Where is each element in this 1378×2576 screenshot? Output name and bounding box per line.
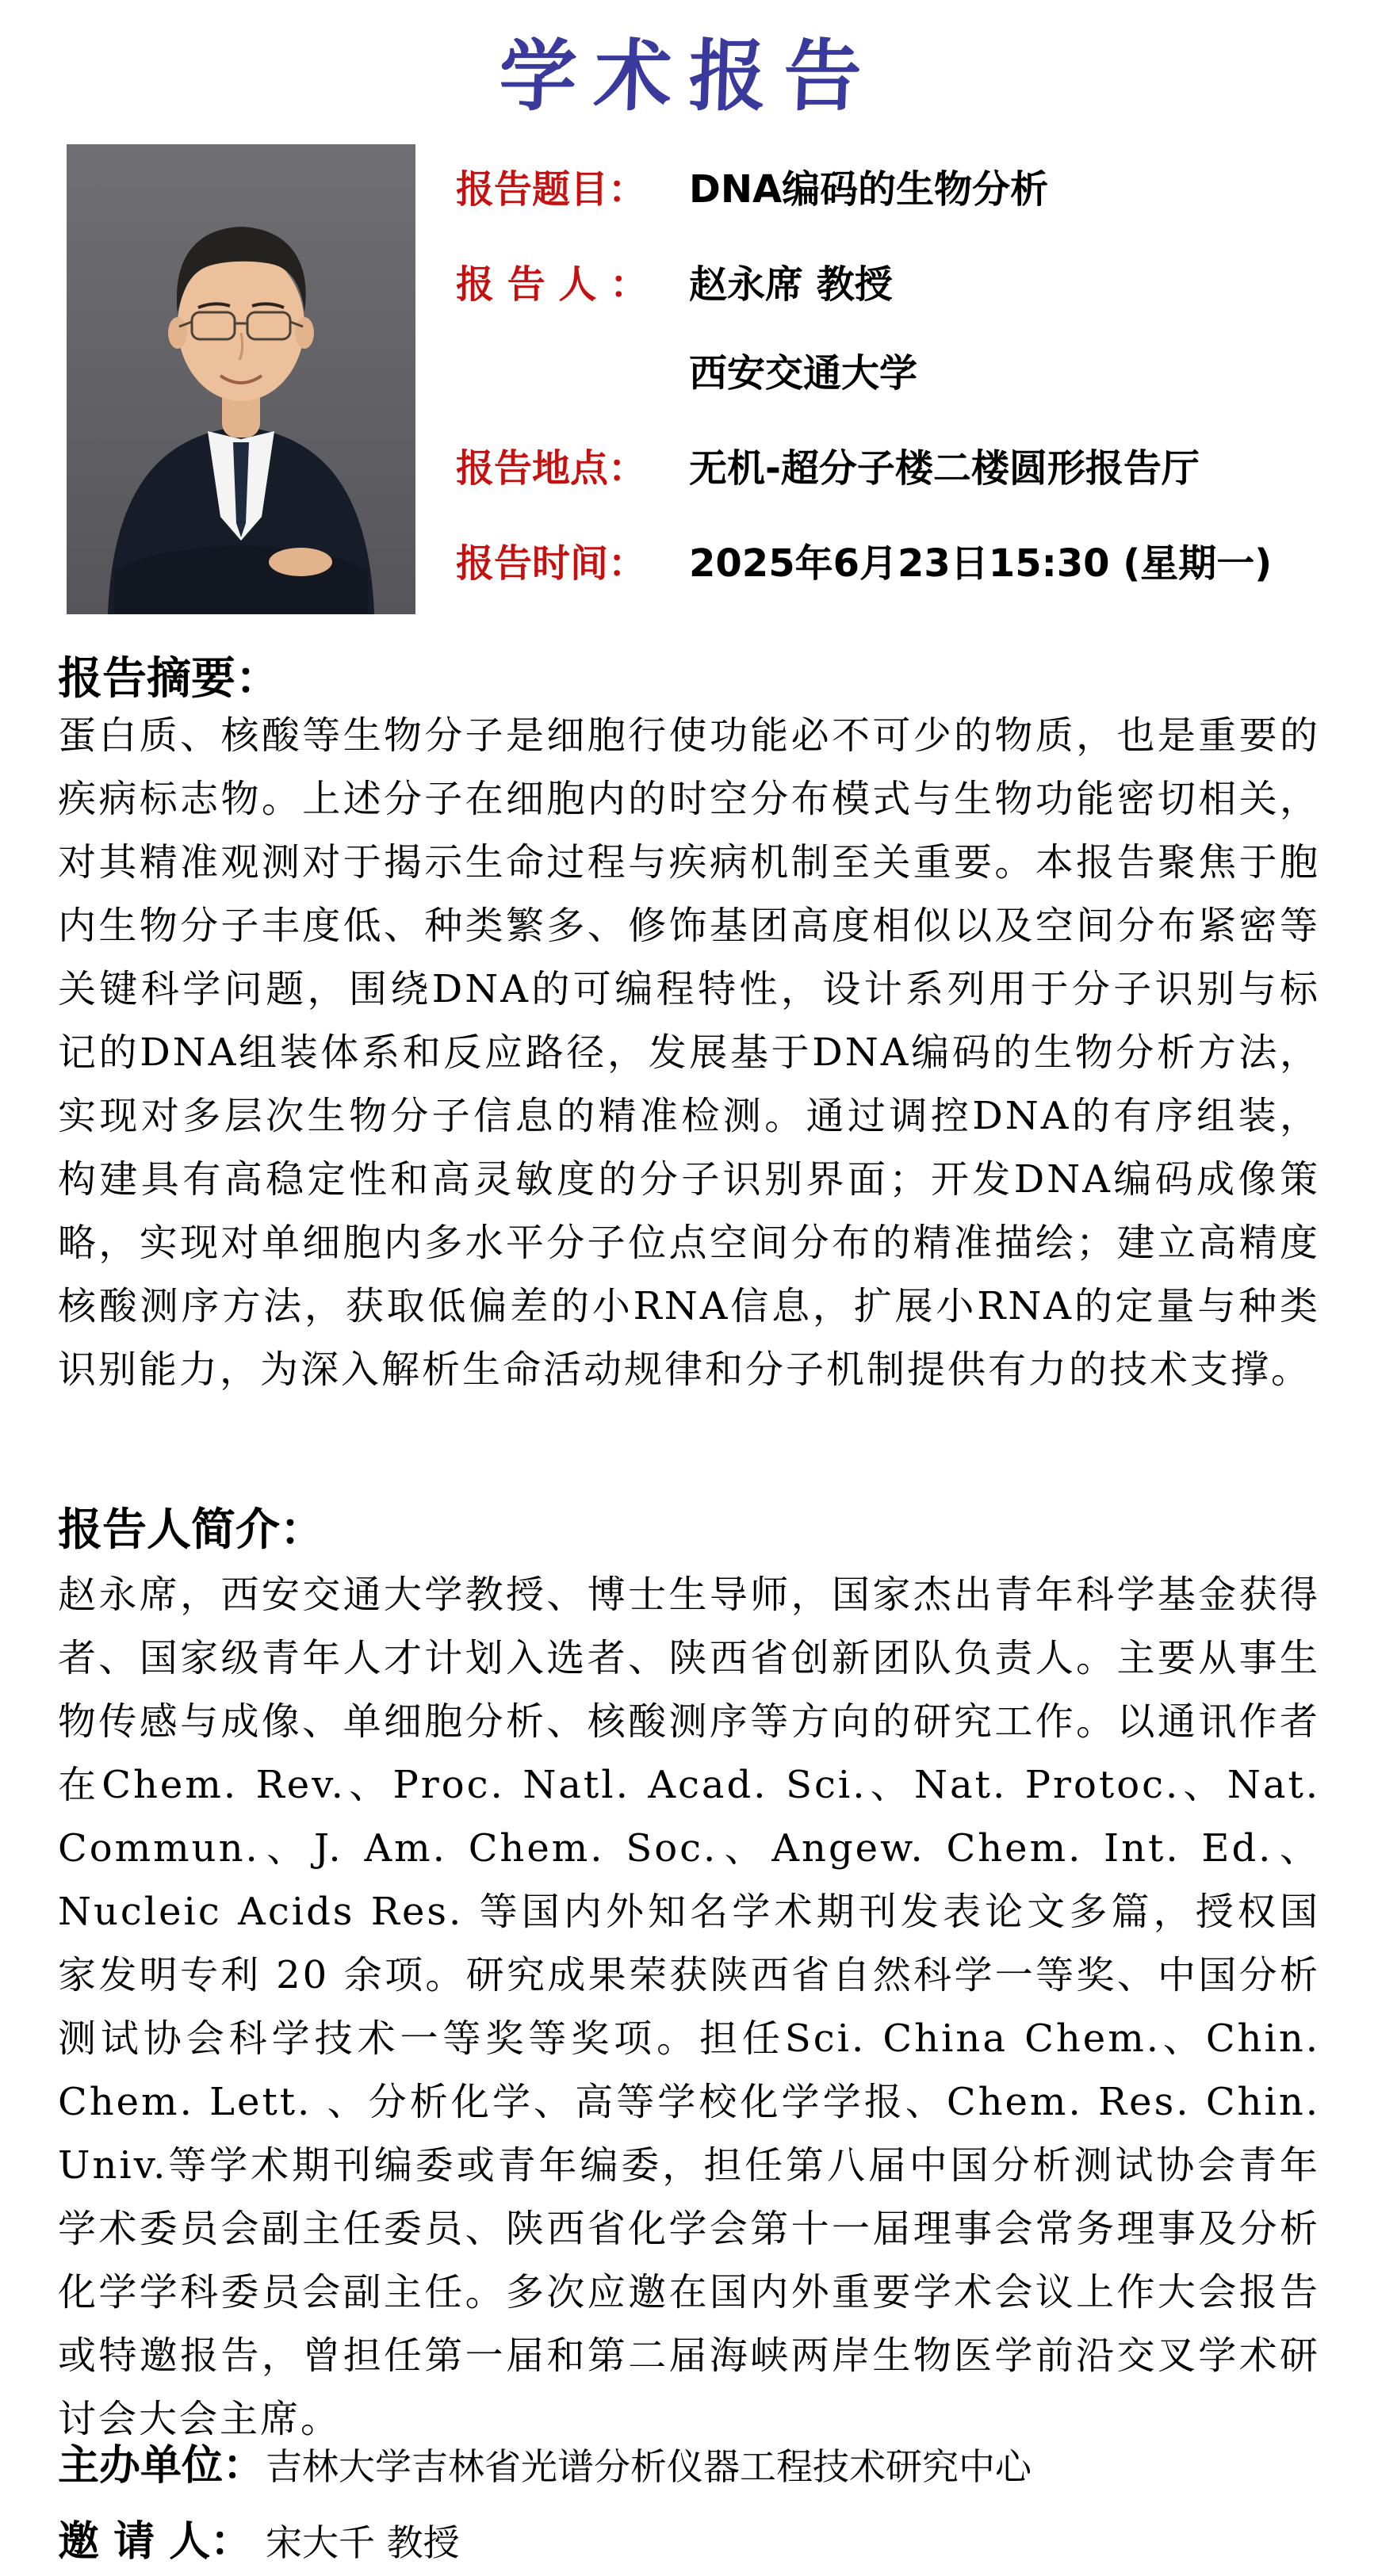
- topic-label: 报告题目：: [456, 167, 647, 212]
- location-label: 报告地点：: [456, 446, 647, 491]
- speaker-label: 报 告 人 ：: [456, 262, 649, 307]
- organizer-label: 主办单位：: [58, 2442, 265, 2490]
- bio-heading: 报告人简介：: [58, 1504, 324, 1556]
- info-row-affiliation: [456, 352, 1360, 396]
- inviter-label: 邀 请 人：: [58, 2518, 252, 2566]
- time-label: 报告时间：: [456, 541, 647, 586]
- info-row-location: [456, 447, 1360, 491]
- inviter-value: 宋大千 教授: [266, 2521, 460, 2564]
- footer-row-inviter: [58, 2508, 1320, 2567]
- info-row-time: [456, 542, 1360, 586]
- topic-value: DNA编码的生物分析: [689, 167, 1049, 212]
- portrait-illustration: [67, 144, 415, 614]
- info-row-topic: [456, 168, 1360, 212]
- time-value: 2025年6月23日15:30 (星期一): [689, 541, 1273, 586]
- speaker-photo: [67, 144, 415, 614]
- bio-body: 赵永席，西安交通大学教授、博士生导师，国家杰出青年科学基金获得者、国家级青年人才计划入选者、陕西省创新团队负责人。主要从事生物传感与成像、单细胞分析、核酸测序等方向的研究工作。以通讯作者在Chem. Rev.、Proc. Natl. Acad. Sci.、Nat. Protoc.、Nat. Commun.、J. Am. Chem. Soc.、Angew. Chem. Int. Ed.、Nucleic Acids Res. 等国内外知名学术期刊发表论文多篇，授权国家发明专利 20 余项。研究成果荣获陕西省自然科学一等奖、中国分析测试协会科学技术一等奖等奖项。担任Sci. China Chem.、Chin. Chem. Lett. 、分析化学、高等学校化学学报、Chem. Res. Chin. Univ.等学术期刊编委或青年编委，担任第八届中国分析测试协会青年学术委员会副主任委员、陕西省化学会第十一届理事会常务理事及分析化学学科委员会副主任。多次应邀在国内外重要学术会议上作大会报告或特邀报告，曾担任第一届和第二届海峡两岸生物医学前沿交叉学术研讨会大会主席。: [58, 1573, 1320, 2441]
- info-row-speaker: [456, 263, 1360, 307]
- abstract-body: 蛋白质、核酸等生物分子是细胞行使功能必不可少的物质，也是重要的疾病标志物。上述分子在细胞内的时空分布模式与生物功能密切相关，对其精准观测对于揭示生命过程与疾病机制至关重要。本报告聚焦于胞内生物分子丰度低、种类繁多、修饰基团高度相似以及空间分布紧密等关键科学问题，围绕DNA的可编程特性，设计系列用于分子识别与标记的DNA组装体系和反应路径，发展基于DNA编码的生物分析方法，实现对多层次生物分子信息的精准检测。通过调控DNA的有序组装，构建具有高稳定性和高灵敏度的分子识别界面；开发DNA编码成像策略，实现对单细胞内多水平分子位点空间分布的精准描绘；建立高精度核酸测序方法，获取低偏差的小RNA信息，扩展小RNA的定量与种类识别能力，为深入解析生命活动规律和分子机制提供有力的技术支撑。: [58, 713, 1320, 1392]
- page-title: 学术报告: [497, 32, 880, 122]
- footer-row-organizer: [58, 2432, 1320, 2491]
- organizer-value: 吉林大学吉林省光谱分析仪器工程技术研究中心: [266, 2445, 1032, 2488]
- speaker-value: 赵永席 教授: [689, 262, 893, 307]
- abstract-heading: 报告摘要：: [58, 652, 280, 705]
- location-value: 无机-超分子楼二楼圆形报告厅: [689, 446, 1200, 491]
- affiliation-value: 西安交通大学: [689, 351, 918, 396]
